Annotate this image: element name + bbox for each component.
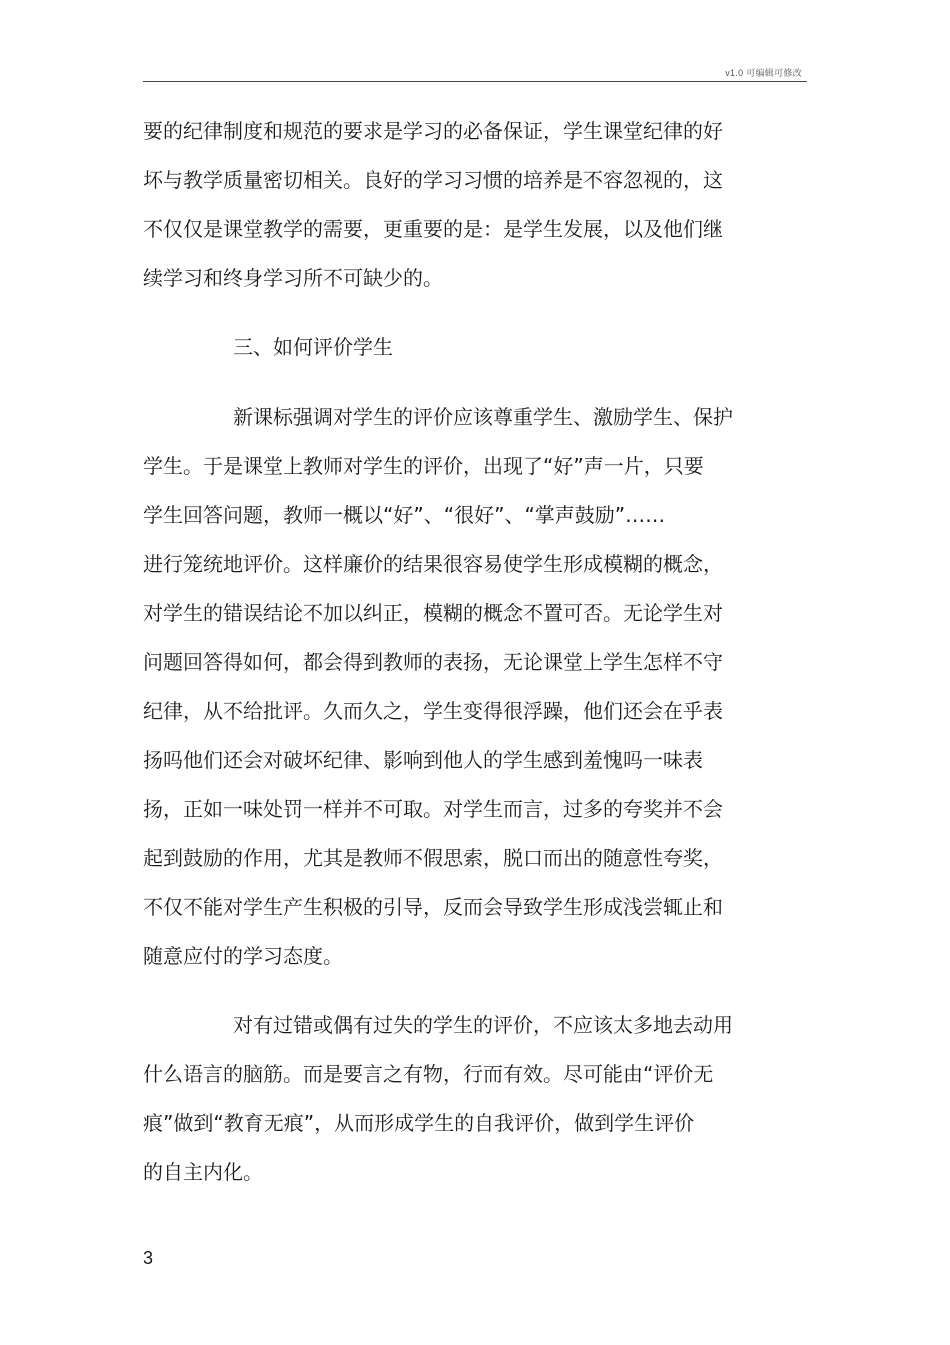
text-line: 随意应付的学习态度。 bbox=[143, 944, 343, 968]
text-line: 对有过错或偶有过失的学生的评价，不应该太多地去动用 bbox=[233, 1013, 733, 1037]
text-line: 扬，正如一味处罚一样并不可取。对学生而言，过多的夸奖并不会 bbox=[143, 797, 723, 821]
text-line: 新课标强调对学生的评价应该尊重学生、激励学生、保护 bbox=[233, 405, 733, 429]
text-line: 要的纪律制度和规范的要求是学习的必备保证，学生课堂纪律的好 bbox=[143, 119, 723, 143]
text-line: 不仅不能对学生产生积极的引导，反而会导致学生形成浅尝辄止和 bbox=[143, 895, 723, 919]
text-line: 纪律，从不给批评。久而久之，学生变得很浮躁，他们还会在乎表 bbox=[143, 699, 723, 723]
section-heading: 三、如何评价学生 bbox=[233, 335, 393, 359]
header-version-note: v1.0 可编辑可修改 bbox=[725, 68, 802, 78]
text-line: 学生。于是课堂上教师对学生的评价，出现了“好”声一片，只要 bbox=[143, 454, 704, 478]
header-divider bbox=[143, 81, 807, 82]
text-line: 不仅仅是课堂教学的需要，更重要的是：是学生发展，以及他们继 bbox=[143, 217, 723, 241]
page-number: 3 bbox=[143, 1248, 154, 1268]
text-line: 进行笼统地评价。这样廉价的结果很容易使学生形成模糊的概念， bbox=[143, 552, 723, 576]
text-line: 扬吗他们还会对破坏纪律、影响到他人的学生感到羞愧吗一味表 bbox=[143, 748, 703, 772]
text-line: 痕”做到“教育无痕”，从而形成学生的自我评价，做到学生评价 bbox=[143, 1111, 695, 1135]
text-line: 起到鼓励的作用，尤其是教师不假思索，脱口而出的随意性夸奖， bbox=[143, 846, 723, 870]
text-line: 坏与教学质量密切相关。良好的学习习惯的培养是不容忽视的，这 bbox=[143, 168, 723, 192]
text-line: 续学习和终身学习所不可缺少的。 bbox=[143, 266, 443, 290]
text-line: 什么语言的脑筋。而是要言之有物，行而有效。尽可能由“评价无 bbox=[143, 1062, 714, 1086]
text-line: 学生回答问题，教师一概以“好”、“很好”、“掌声鼓励”…… bbox=[143, 503, 666, 527]
text-line: 对学生的错误结论不加以纠正，模糊的概念不置可否。无论学生对 bbox=[143, 601, 723, 625]
text-line: 的自主内化。 bbox=[143, 1160, 263, 1184]
text-line: 问题回答得如何，都会得到教师的表扬，无论课堂上学生怎样不守 bbox=[143, 650, 723, 674]
